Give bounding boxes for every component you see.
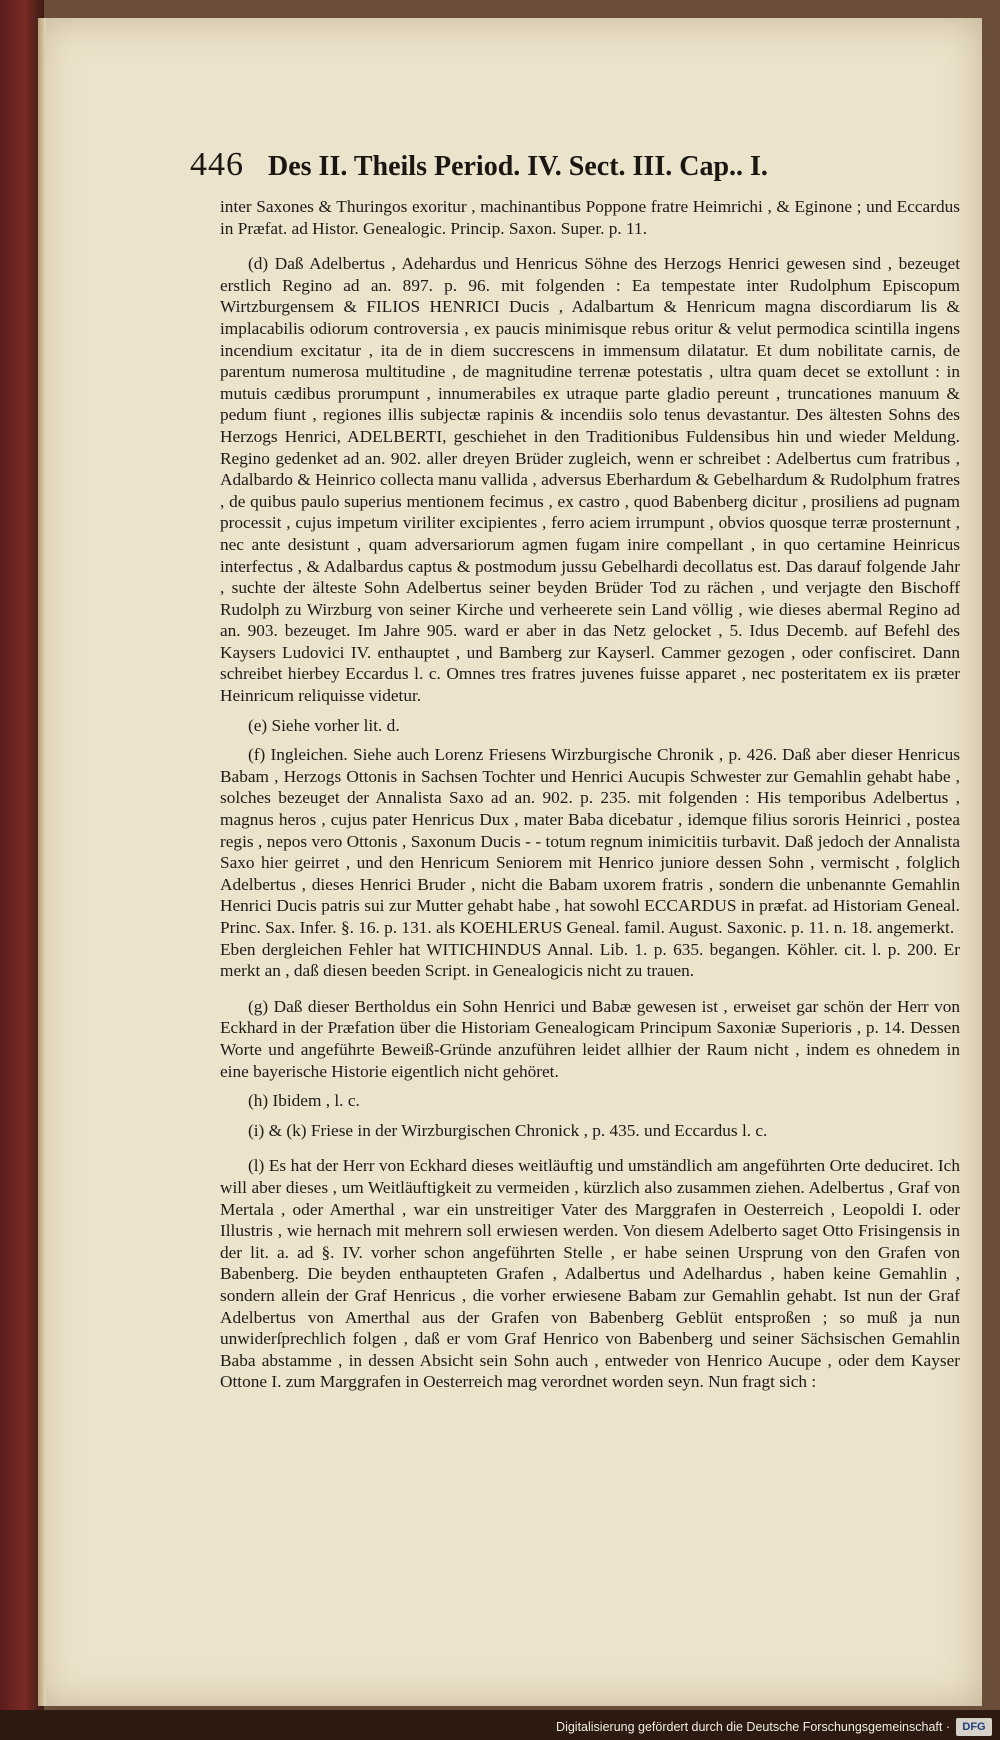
paragraph-koehler: Eben dergleichen Fehler hat WITICHINDUS Annal. Lib. 1. p. 635. begangen. Köhler. cit. l. p. 200. Er merkt an , daß diesen beeden Script. in Genealogicis nicht zu trauen. (220, 939, 960, 981)
footnote-f: (f) Ingleichen. Siehe auch Lorenz Friesens Wirzburgische Chronik , p. 426. Daß aber dieser Henricus Babam , Herzogs Ottonis in Sachsen Tochter und Henrici Aucupis Schwester zur Gemahlin gehabt habe , solches bezeuget der Annalista Saxo ad an. 902. p. 235. mit folgenden : His temporibus Adelbertus , magnus heros , cujus pater Henricus Dux , mater Baba dicebatur , idemque filius sororis Heinrici , postea regis , nepos vero Ottonis , Saxonum Ducis - - totum regnum inimicitiis turbavit. Daß jedoch der Annalista Saxo hier geirret , und den Henricum Seniorem mit Henrico juniore dessen Sohn , vermischt , folglich Adelbertus , dieses Henrici Bruder , nicht die Babam uxorem fratris , sondern die unbenannte Gemahlin Henrici Ducis patris sui zur Mutter gehabt habe , hat sowohl ECCARDUS in præfat. ad Historiam Geneal. Princ. Sax. Infer. §. 16. p. 131. als KOEHLERUS Geneal. famil. August. Saxonic. p. 11. n. 18. angemerkt. (220, 745, 960, 937)
footnote-h: (h) Ibidem , l. c. (248, 1091, 360, 1111)
page-header (190, 146, 960, 202)
footnote-i-k: (i) & (k) Friese in der Wirzburgischen Chronick , p. 435. und Eccardus l. c. (248, 1120, 768, 1140)
running-head: Des II. Theils Period. IV. Sect. III. Cap.. I. (268, 151, 768, 182)
footnote-d: (d) Daß Adelbertus , Adehardus und Henricus Söhne des Herzogs Henrici gewesen sind , bezeuget erstlich Regino ad an. 897. p. 96. mit folgenden : Ea tempestate inter Rudolphum Episcopum Wirtzburgensem & FILIOS HENRICI Ducis , Adalbartum & Henricum magna discordiarum lis & implacabilis odiorum controversia , ex paucis minimisque rebus oritur & velut permodica scintilla ingens incendium excitatur , ita de in diem succrescens in immensum dilatatur. Et dum nobilitate carnis, de parentum numerosa multitudine , de magnitudine terrenæ potestatis , ultra quam decet se extollunt : in mutuis cædibus prorumpunt , innumerabiles ex utraque parte gladio pereunt , truncationes manuum & pedum fiunt , regiones illis subjectæ rapinis & incendiis solo tenus devastantur. Des ältesten Sohns des Herzogs Henrici, ADELBERTI, geschiehet in den Traditionibus Fuldensibus hin und wieder Meldung. Regino gedenket ad an. 902. aller dreyen Brüder zugleich, wenn er schreibet : Adelbertus cum fratribus , Adalbardo & Heinrico collecta manu vallida , adversus Eberhardum & Gebelhardum & Rudolphum fratres , de quibus paulo superius mentionem fecimus , ex castro , quod Babenberg dicitur , prosiliens ad pugnam processit , cujus impetum viriliter excipientes , ferro aciem irrumpunt , obvios quosque terræ prosternunt , nec ante desistunt , quam adversariorum agmen fugam inire compellant , in quo certamine Heinricus interfectus , & Adalbardus captus & postmodum jussu Gebelhardi decollatus est. Das darauf folgende Jahr , suchte der älteste Sohn Adelbertus seiner beyden Brüder Tod zu rächen , und verjagte den Bischoff Rudolph zu Wirzburg von seiner Kirche und verheerete sein Land völlig , wie dieses abermal Regino ad an. 903. bezeuget. Im Jahre 905. ward er aber in das Netz gelocket , 5. Idus Decemb. auf Befehl des Kaysers Ludovici IV. enthauptet , und Bamberg zur Kayserl. Cammer gezogen , oder confisciret. Dann schreibet hierbey Eccardus l. c. Omnes tres fratres juvenes fuisse apparet , nec posteritatem ex iis præter Heinricum reliquisse videtur. (220, 254, 960, 706)
page-body (220, 196, 960, 1393)
paragraph-continuation: inter Saxones & Thuringos exoritur , machinantibus Poppone fratre Heimrichi , & Eginone ; und Eccardus in Præfat. ad Histor. Genealogic. Princip. Saxon. Super. p. 11. (220, 197, 960, 238)
footnote-l: (l) Es hat der Herr von Eckhard dieses weitläuftig und umständlich am angeführten Orte deduciret. Ich will aber dieses , um Weitläuftigkeit zu vermeiden , kürzlich also zusammen ziehen. Adelbertus , Graf von Mertala , oder Amerthal , war ein unstreitiger Vater des Marggrafen in Oesterreich , Leopoldi I. oder Illustris , wie hernach mit mehrern soll erwiesen werden. Von diesem Adelberto saget Otto Frisingensis in der lit. a. ad §. IV. vorher schon angeführten Stelle , er habe seinen Ursprung von den Grafen von Babenberg. Die beyden enthaupteten Grafen , Adalbertus und Adelhardus , haben keine Gemahlin , sondern allein der Graf Henricus , die vorher erwiesene Babam zur Gemahlin gehabt. Ist nun der Graf Adelbertus von Amerthal aus der Grafen von Babenberg Geblüt entsproßen ; so muß ja nun unwiderſprechlich folgen , daß er vom Graf Henrico von Babenberg und seiner Sächsischen Gemahlin Baba abstamme , in dessen Absicht sein Sohn auch , entweder von Henrico Aucupe , oder dem Kayser Ottone I. zum Marggrafen in Oesterreich mag verordnet worden seyn. Nun fragt sich : (220, 1156, 960, 1392)
dfg-logo: DFG (956, 1718, 992, 1736)
credit-text: Digitalisierung gefördert durch die Deutsche Forschungsgemeinschaft · (556, 1720, 950, 1734)
page-number: 446 (190, 146, 244, 183)
footnote-g: (g) Daß dieser Bertholdus ein Sohn Henrici und Babæ gewesen ist , erweiset gar schön der Herr von Eckhard in der Præfation über die Historiam Genealogicam Principum Saxoniæ Superioris , p. 14. Dessen Worte und angeführte Beweiß-Gründe anzuführen leidet allhier der Raum nicht , indem es ohnedem in eine bayerische Historie eigentlich nicht gehöret. (220, 996, 960, 1081)
digitization-credit (0, 1716, 1000, 1738)
footnote-e: (e) Siehe vorher lit. d. (248, 715, 400, 735)
page-gutter (38, 18, 46, 1706)
